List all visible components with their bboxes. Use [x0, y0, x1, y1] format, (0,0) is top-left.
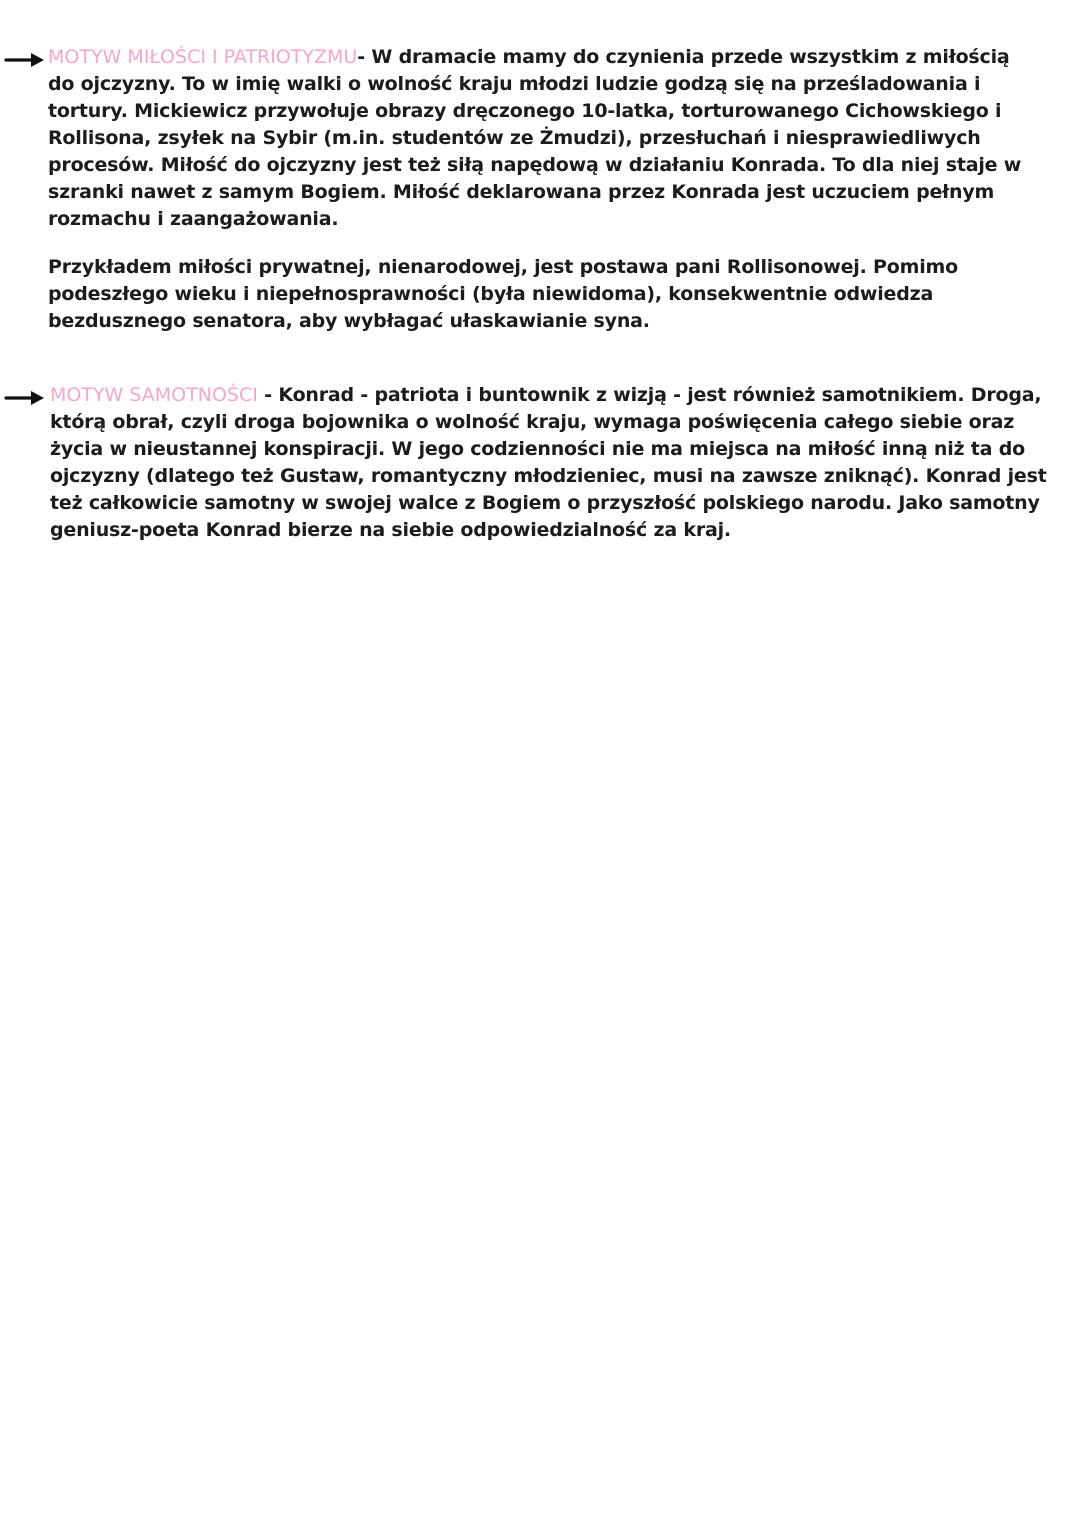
section-body: Konrad - patriota i buntownik z wizją - jest również samotnikiem. Droga, którą obrał, czyli droga bojownika o wolność kraju, wymaga poświęcenia całego siebie oraz życia w nieustannej konspiracji. W jego codzienności nie ma miejsca na miłość inną niż ta do ojczyzny (dlatego też Gustaw, romantyczny młodzieniec, musi na zawsze zniknąć). Konrad jest też całkowicie samotny w swojej walce z Bogiem o przyszłość polskiego narodu. Jako samotny geniusz-poeta Konrad bierze na siebie odpowiedzialność za kraj. [50, 384, 1047, 541]
section-paragraph [48, 44, 1038, 233]
section-heading: MOTYW MIŁOŚCI I PATRIOTYZMU [48, 46, 358, 68]
heading-separator: - [257, 384, 279, 406]
arrow-right-icon [4, 50, 46, 70]
arrow-right-icon [4, 388, 46, 408]
heading-separator: - [357, 46, 372, 68]
section-heading: MOTYW SAMOTNOŚCI [50, 384, 258, 406]
section-paragraph-second: Przykładem miłości prywatnej, nienarodowej, jest postawa pani Rollisonowej. Pomimo podeszłego wieku i niepełnosprawności (była niewidoma), konsekwentnie odwiedza bezdusznego senatora, aby wybłagać ułaskawianie syna. [48, 256, 958, 332]
section-paragraph [50, 382, 1050, 544]
section-body: W dramacie mamy do czynienia przede wszystkim z miłością do ojczyzny. To w imię walki o wolność kraju młodzi ludzie godzą się na prześladowania i tortury. Mickiewicz przywołuje obrazy dręczonego 10-latka, torturowanego Cichowskiego i Rollisona, zsyłek na Sybir (m.in. studentów ze Żmudzi), przesłuchań i niesprawiedliwych procesów. Miłość do ojczyzny jest też siłą napędową w działaniu Konrada. To dla niej staje w szranki nawet z samym Bogiem. Miłość deklarowana przez Konrada jest uczuciem pełnym rozmachu i zaangażowania. [48, 46, 1022, 230]
